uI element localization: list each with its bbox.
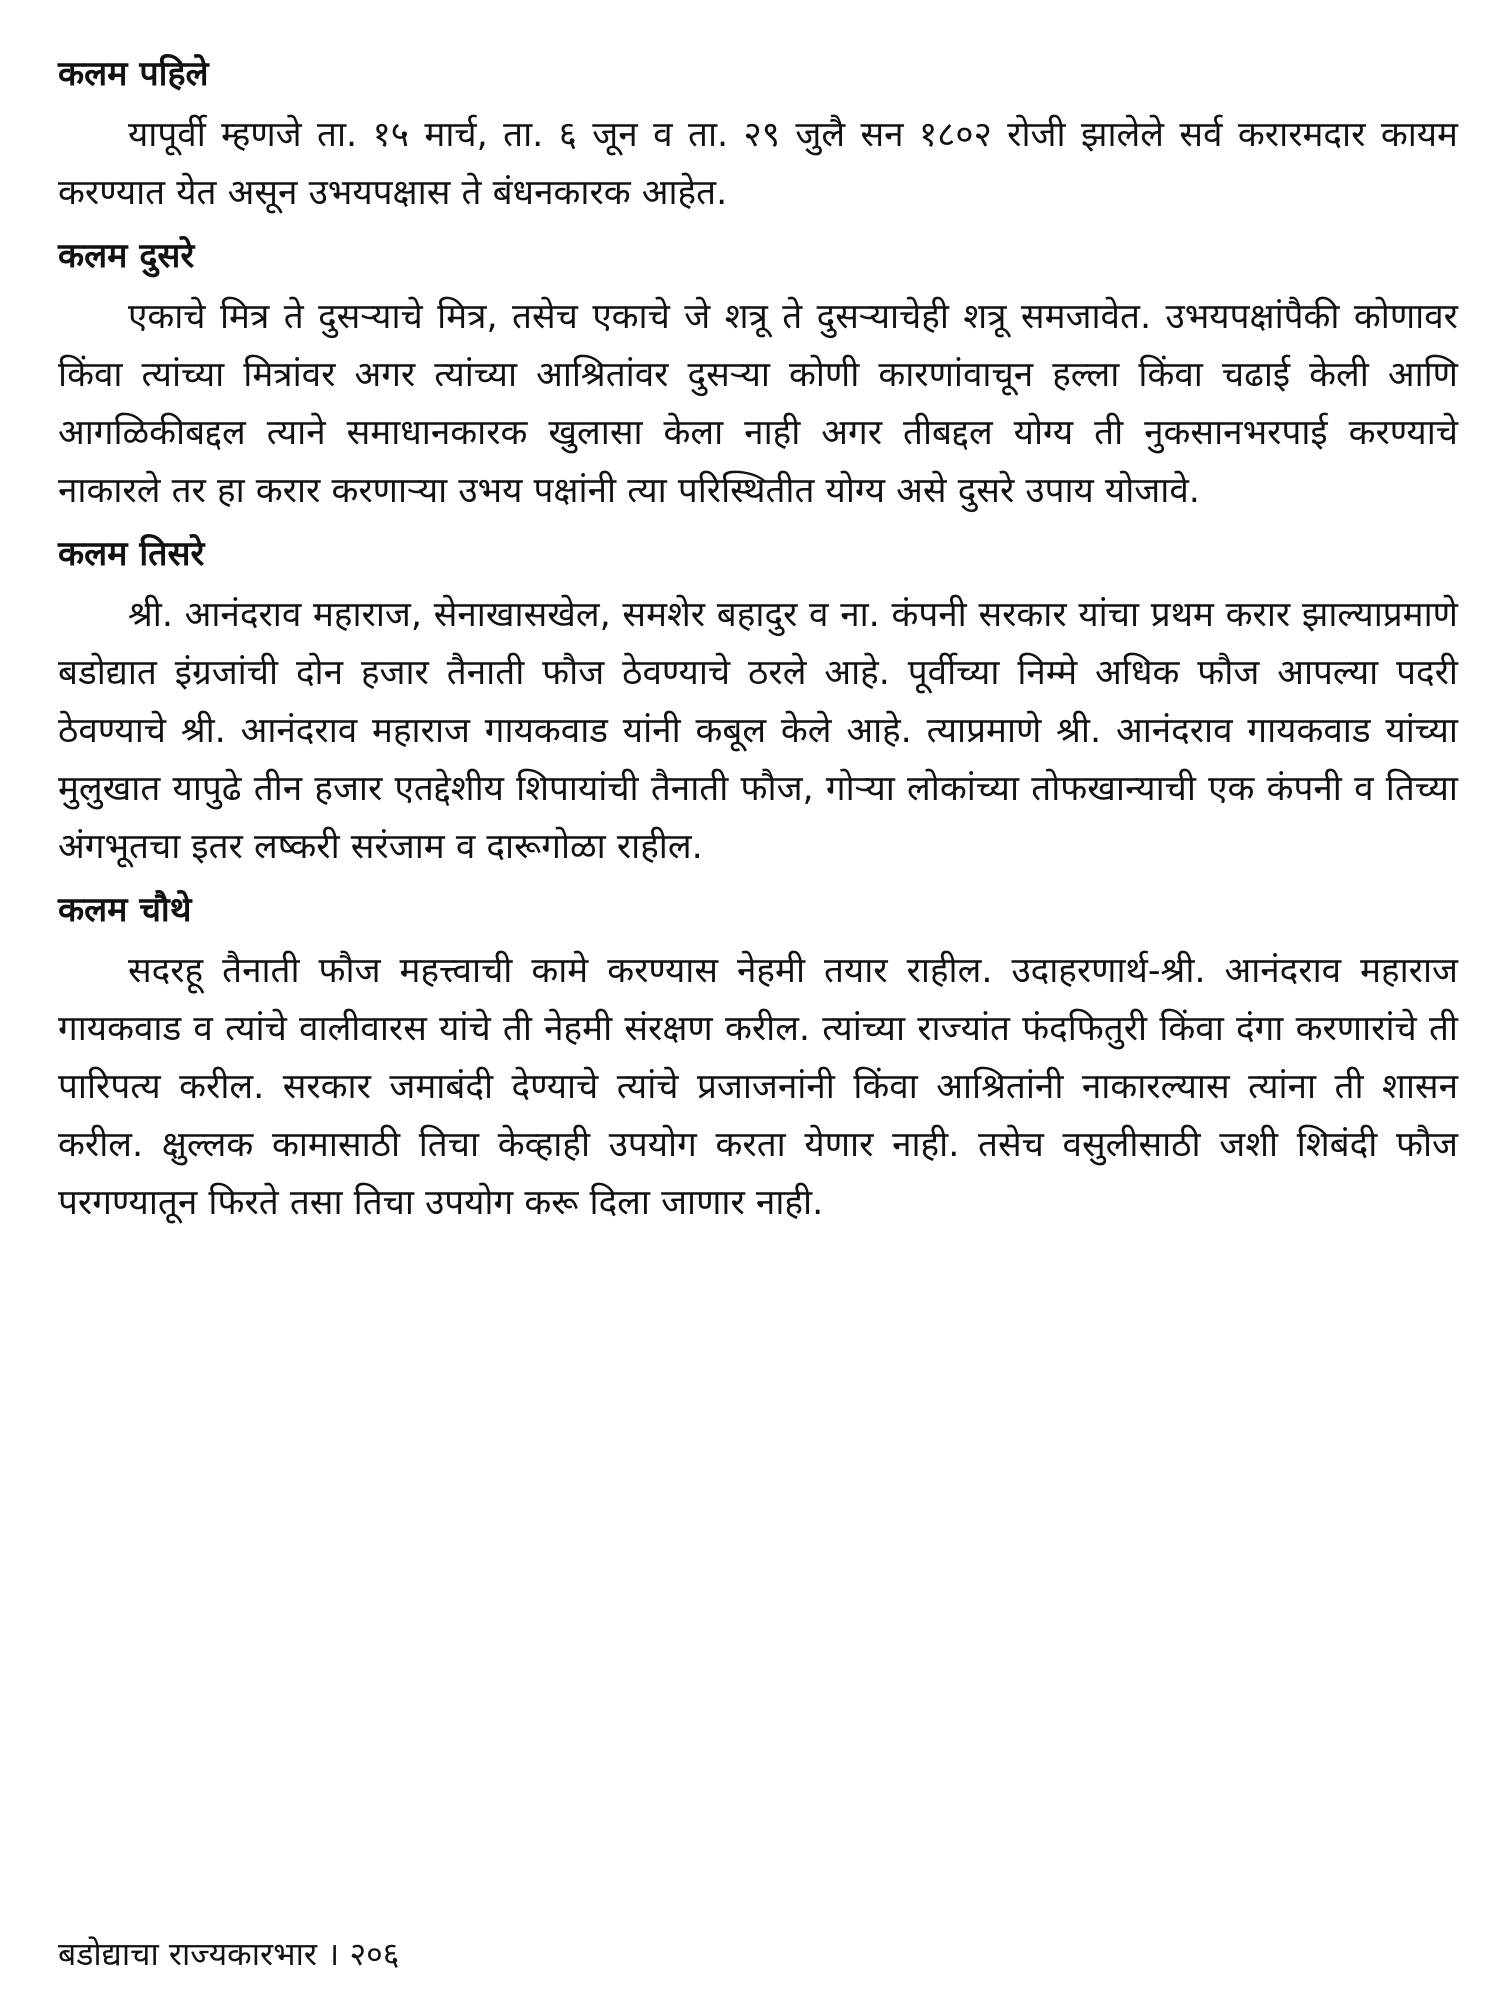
section-3: [58, 528, 1458, 876]
page-footer: बडोद्याचा राज्यकारभार । २०६: [58, 1935, 400, 1973]
section-4: [58, 884, 1458, 1232]
section-heading: कलम चौथे: [58, 890, 192, 930]
section-heading: कलम पहिले: [58, 54, 209, 94]
section-heading: कलम तिसरे: [58, 534, 205, 574]
document-page: [58, 40, 1458, 1236]
section-heading: कलम दुसरे: [58, 236, 195, 276]
section-paragraph: श्री. आनंदराव महाराज, सेनाखासखेल, समशेर बहादुर व ना. कंपनी सरकार यांचा प्रथम करार झाल्याप्रमाणे बडोद्यात इंग्रजांची दोन हजार तैनाती फौज ठेवण्याचे ठरले आहे. पूर्वीच्या निम्मे अधिक फौज आपल्या पदरी ठेवण्याचे श्री. आनंदराव महाराज गायकवाड यांनी कबूल केले आहे. त्याप्रमाणे श्री. आनंदराव गायकवाड यांच्या मुलुखात यापुढे तीन हजार एतद्देशीय शिपायांची तैनाती फौज, गोऱ्या लोकांच्या तोफखान्याची एक कंपनी व तिच्या अंगभूतचा इतर लष्करी सरंजाम व दारूगोळा राहील.: [58, 595, 1458, 867]
section-paragraph: सदरहू तैनाती फौज महत्त्वाची कामे करण्यास नेहमी तयार राहील. उदाहरणार्थ-श्री. आनंदराव महाराज गायकवाड व त्यांचे वालीवारस यांचे ती नेहमी संरक्षण करील. त्यांच्या राज्यांत फंदफितुरी किंवा दंगा करणारांचे ती पारिपत्य करील. सरकार जमाबंदी देण्याचे त्यांचे प्रजाजनांनी किंवा आश्रितांनी नाकारल्यास त्यांना ती शासन करील. क्षुल्लक कामासाठी तिचा केव्हाही उपयोग करता येणार नाही. तसेच वसुलीसाठी जशी शिबंदी फौज परगण्यातून फिरते तसा तिचा उपयोग करू दिला जाणार नाही.: [58, 951, 1458, 1223]
section-paragraph: एकाचे मित्र ते दुसऱ्याचे मित्र, तसेच एकाचे जे शत्रू ते दुसऱ्याचेही शत्रू समजावेत. उभयपक्षांपैकी कोणावर किंवा त्यांच्या मित्रांवर अगर त्यांच्या आश्रितांवर दुसऱ्या कोणी कारणांवाचून हल्ला किंवा चढाई केली आणि आगळिकीबद्दल त्याने समाधानकारक खुलासा केला नाही अगर तीबद्दल योग्य ती नुकसानभरपाई करण्याचे नाकारले तर हा करार करणाऱ्या उभय पक्षांनी त्या परिस्थितीत योग्य असे दुसरे उपाय योजावे.: [58, 297, 1458, 511]
section-paragraph: यापूर्वी म्हणजे ता. १५ मार्च, ता. ६ जून व ता. २९ जुलै सन १८०२ रोजी झालेले सर्व करारमदार कायम करण्यात येत असून उभयपक्षास ते बंधनकारक आहेत.: [58, 115, 1458, 213]
section-1: [58, 48, 1458, 222]
section-2: [58, 230, 1458, 520]
